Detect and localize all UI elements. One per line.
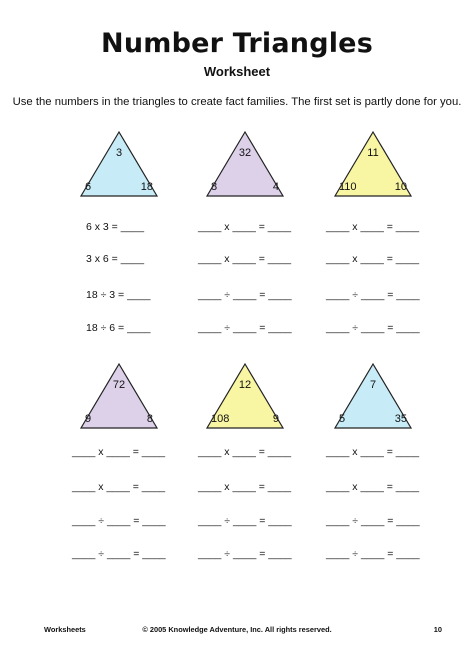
triangle-3 (333, 130, 413, 198)
triangle-1 (79, 130, 159, 198)
problem-6-4: ____ ÷ ____ = ____ (326, 548, 420, 560)
problem-4-2: ____ x ____ = ____ (72, 481, 166, 493)
problem-1-3: 18 ÷ 3 = ____ (86, 289, 151, 301)
triangle-2-top-number: 32 (238, 147, 252, 159)
problem-1-2: 3 x 6 = ____ (86, 253, 145, 265)
problem-4-4: ____ ÷ ____ = ____ (72, 548, 166, 560)
problem-2-1: ____ x ____ = ____ (198, 221, 292, 233)
problem-4-1: ____ x ____ = ____ (72, 446, 166, 458)
problem-6-1: ____ x ____ = ____ (326, 446, 420, 458)
problem-3-4: ____ ÷ ____ = ____ (326, 322, 420, 334)
footer-copyright: © 2005 Knowledge Adventure, Inc. All rights reserved. (142, 625, 332, 634)
triangle-6-top-number: 7 (369, 379, 377, 391)
problem-2-3: ____ ÷ ____ = ____ (198, 289, 292, 301)
problem-6-2: ____ x ____ = ____ (326, 481, 420, 493)
problem-5-3: ____ ÷ ____ = ____ (198, 515, 292, 527)
problem-5-1: ____ x ____ = ____ (198, 446, 292, 458)
triangle-1-left-number: 6 (85, 181, 92, 193)
triangle-4 (79, 362, 159, 430)
instructions-text: Use the numbers in the triangles to create fact families. The first set is partly done for you. (12, 96, 462, 108)
triangle-6 (333, 362, 413, 430)
problem-1-1: 6 x 3 = ____ (86, 221, 145, 233)
problem-6-3: ____ ÷ ____ = ____ (326, 515, 420, 527)
triangle-3-right-number: 10 (394, 181, 407, 193)
triangle-2 (205, 130, 285, 198)
problem-1-4: 18 ÷ 6 = ____ (86, 322, 151, 334)
footer-section-label: Worksheets (44, 625, 86, 634)
triangle-6-right-number: 35 (394, 413, 407, 425)
triangle-5 (205, 362, 285, 430)
worksheet-title: Number Triangles (101, 28, 373, 59)
triangle-5-right-number: 9 (272, 413, 279, 425)
triangle-3-left-number: 110 (339, 181, 357, 193)
triangle-1-top-number: 3 (115, 147, 123, 159)
problem-3-2: ____ x ____ = ____ (326, 253, 420, 265)
footer-page-number: 10 (433, 625, 442, 634)
problem-5-4: ____ ÷ ____ = ____ (198, 548, 292, 560)
triangle-6-left-number: 5 (339, 413, 346, 425)
triangle-1-right-number: 18 (140, 181, 153, 193)
triangle-3-top-number: 11 (367, 147, 379, 159)
triangle-2-left-number: 8 (211, 181, 218, 193)
triangle-4-top-number: 72 (112, 379, 126, 391)
triangle-5-left-number: 108 (211, 413, 230, 425)
worksheet-subtitle: Worksheet (203, 64, 271, 79)
triangle-4-right-number: 8 (146, 413, 153, 425)
problem-2-4: ____ ÷ ____ = ____ (198, 322, 292, 334)
problem-3-3: ____ ÷ ____ = ____ (326, 289, 420, 301)
triangle-2-right-number: 4 (272, 181, 279, 193)
problem-5-2: ____ x ____ = ____ (198, 481, 292, 493)
problem-3-1: ____ x ____ = ____ (326, 221, 420, 233)
problem-2-2: ____ x ____ = ____ (198, 253, 292, 265)
triangle-4-left-number: 9 (85, 413, 92, 425)
triangle-5-top-number: 12 (238, 379, 252, 391)
problem-4-3: ____ ÷ ____ = ____ (72, 515, 166, 527)
